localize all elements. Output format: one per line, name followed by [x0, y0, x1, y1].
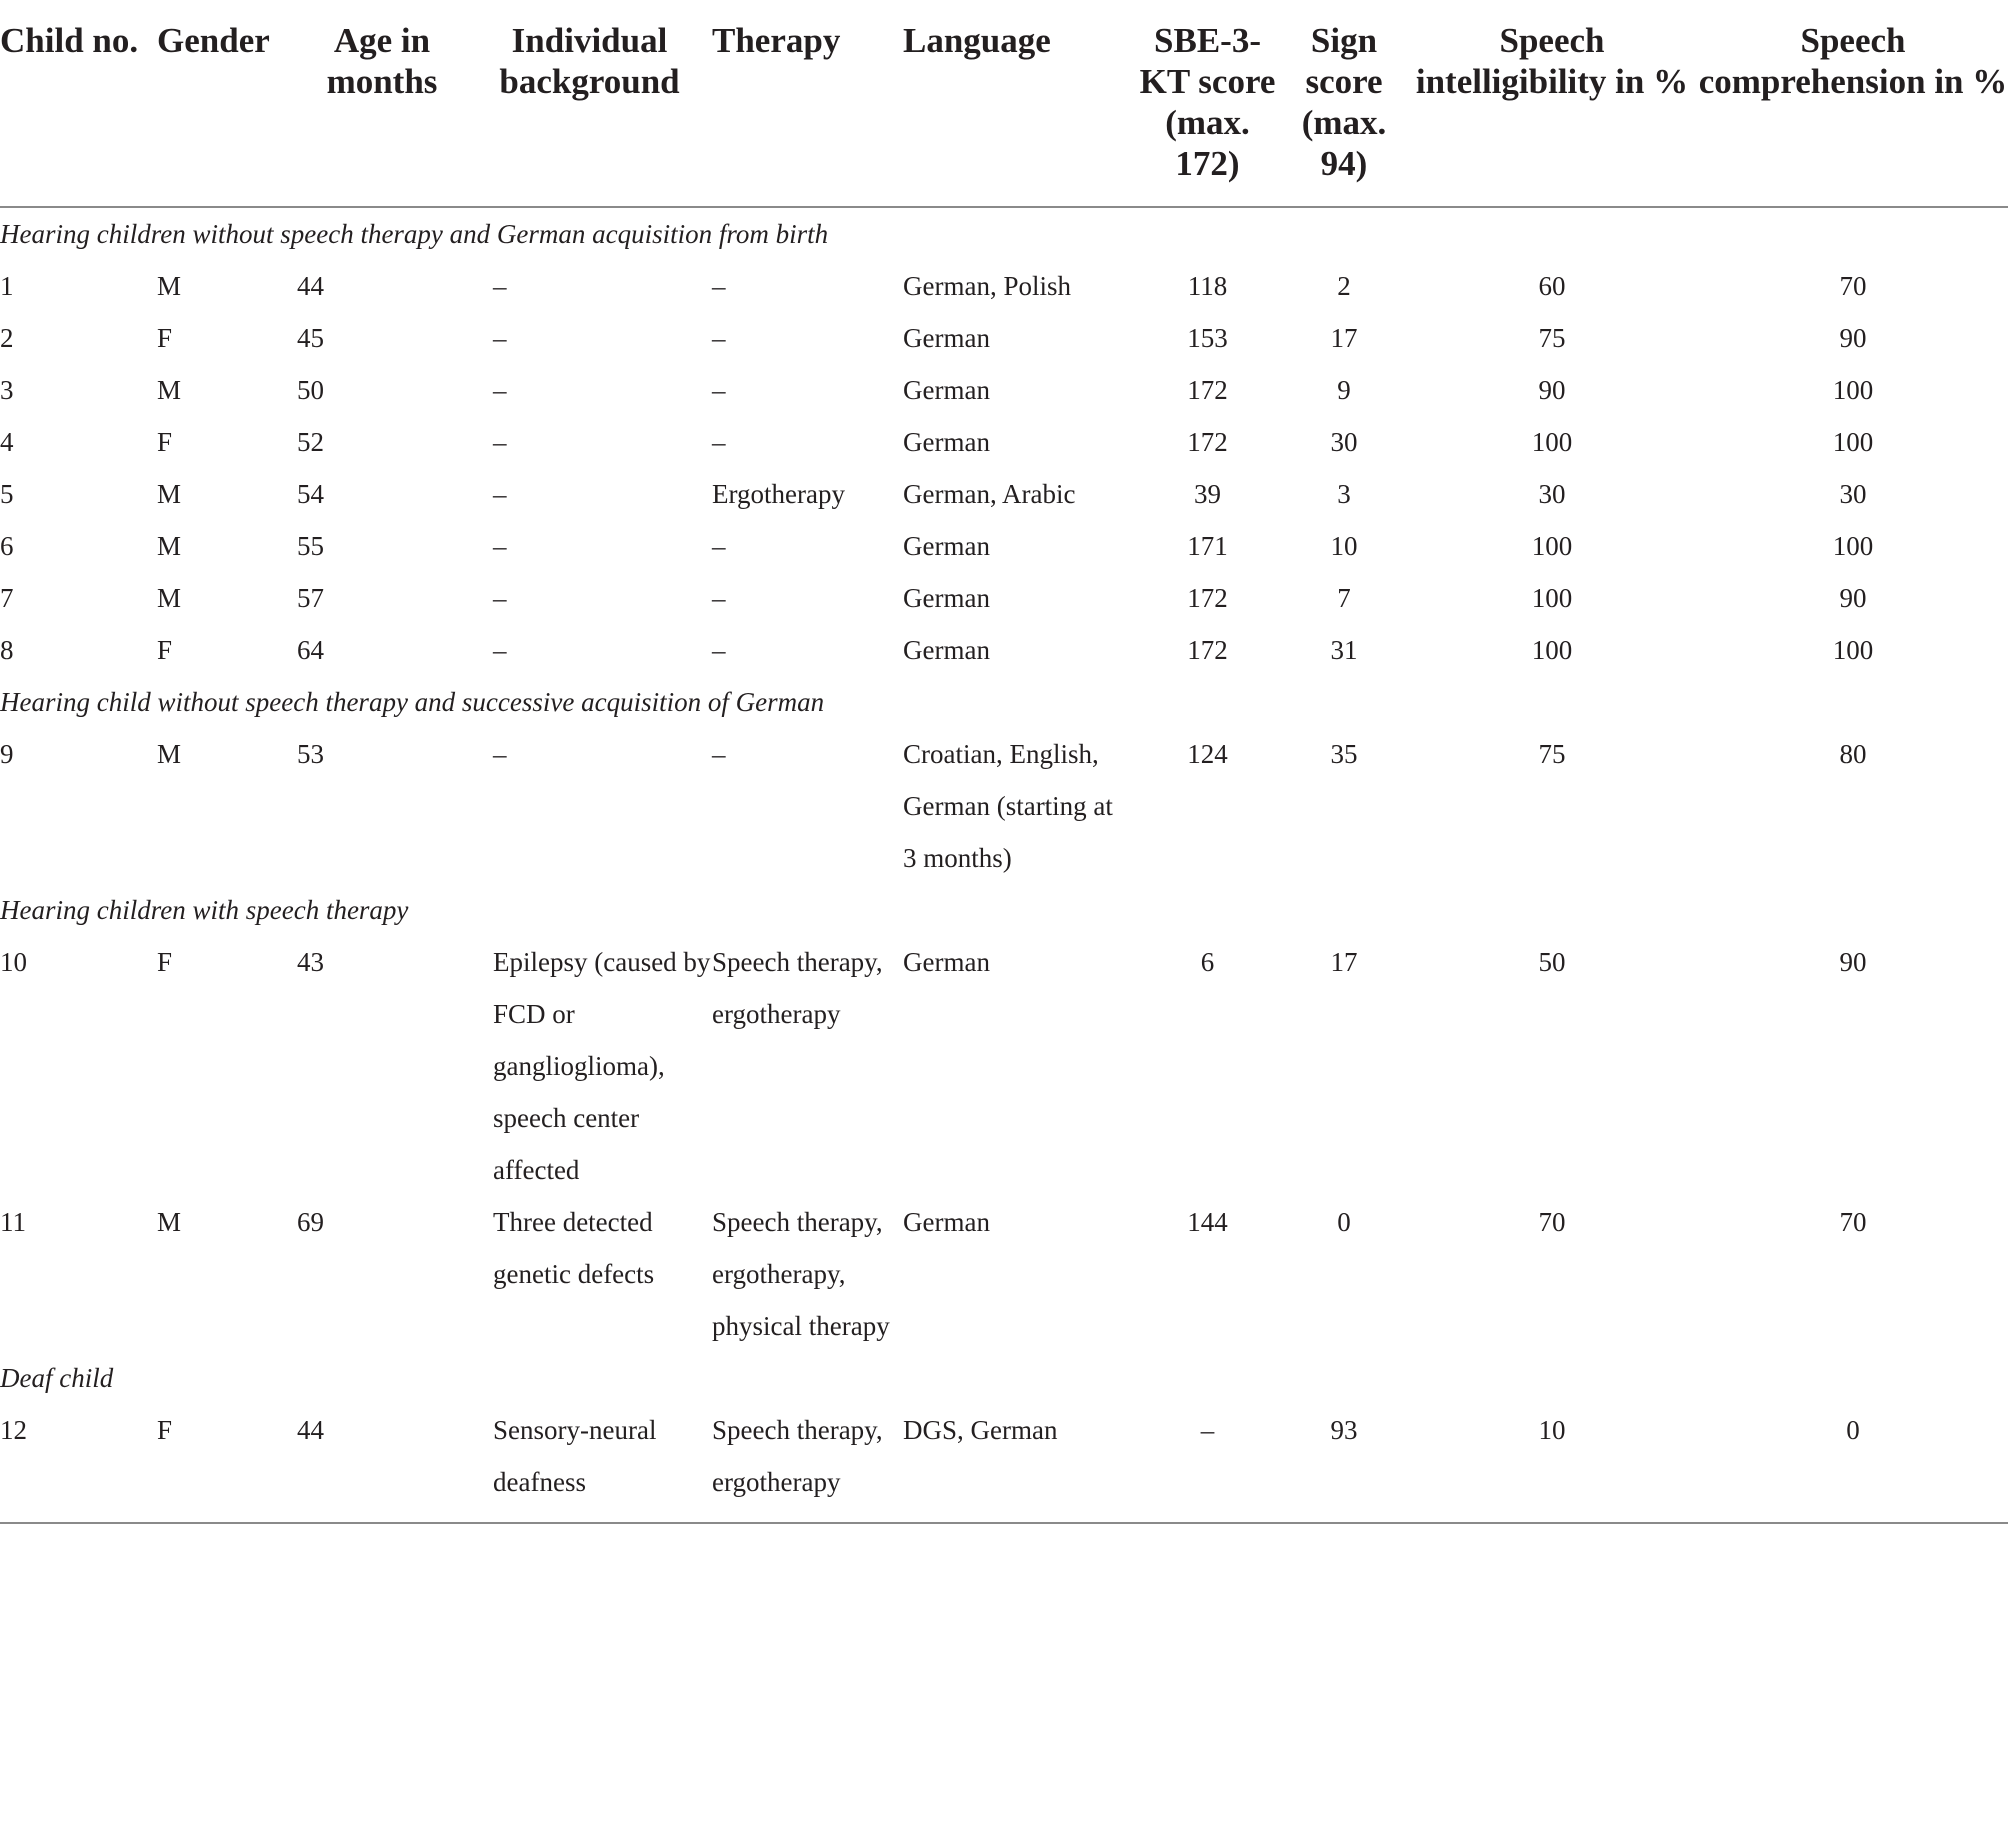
group-heading: Hearing child without speech therapy and successive acquisition of German — [0, 687, 825, 717]
cell-language: German — [903, 583, 990, 613]
cell-comprehension: 100 — [1832, 635, 1874, 665]
cell-comprehension: 90 — [1839, 947, 1867, 977]
cell-sbe-score: 39 — [1194, 479, 1221, 509]
cell-therapy: – — [712, 375, 726, 405]
group-heading: Hearing children with speech therapy — [0, 895, 409, 925]
cell-background: – — [493, 479, 507, 509]
cell-language: German — [903, 531, 990, 561]
cell-sign-score: 35 — [1330, 739, 1358, 769]
table-row — [0, 312, 2008, 364]
header-row — [0, 0, 2008, 207]
table-row — [0, 520, 2008, 572]
cell-age: 54 — [297, 479, 324, 509]
cell-age: 43 — [297, 947, 324, 977]
cell-intelligibility: 100 — [1531, 583, 1573, 613]
table-row — [0, 936, 2008, 1196]
cell-age: 50 — [297, 375, 324, 405]
cell-comprehension: 80 — [1839, 739, 1867, 769]
cell-gender: F — [157, 323, 173, 353]
cell-comprehension: 100 — [1832, 375, 1874, 405]
cell-child-no: 9 — [0, 739, 14, 769]
table-row — [0, 1404, 2008, 1523]
cell-child-no: 3 — [0, 375, 14, 405]
cell-sbe-score: 172 — [1187, 583, 1228, 613]
header-age: Age in months — [297, 0, 467, 207]
cell-age: 57 — [297, 583, 324, 613]
cell-gender: F — [157, 947, 173, 977]
cell-gender: F — [157, 635, 173, 665]
cell-therapy: – — [712, 271, 726, 301]
table-row — [0, 364, 2008, 416]
cell-sbe-score: 172 — [1187, 375, 1228, 405]
header-intelligibility: Speech intelligibility in % — [1406, 0, 1698, 207]
cell-therapy: – — [712, 323, 726, 353]
cell-language: German, Polish — [903, 271, 1071, 301]
cell-age: 64 — [297, 635, 324, 665]
cell-gender: M — [157, 479, 182, 509]
cell-sign-score: 30 — [1330, 427, 1358, 457]
cell-background: – — [493, 375, 507, 405]
cell-comprehension: 90 — [1839, 583, 1867, 613]
cell-child-no: 1 — [0, 271, 14, 301]
cell-gender: F — [157, 1404, 297, 1523]
table-row — [0, 416, 2008, 468]
cell-age: 55 — [297, 531, 324, 561]
cell-gender: M — [157, 1207, 182, 1237]
cell-background: Epilepsy (caused by FCD or ganglioglioma), speech center affected — [493, 947, 711, 1185]
cell-language: German — [903, 375, 990, 405]
group-heading: Deaf child — [0, 1363, 114, 1393]
cell-sign-score: 10 — [1330, 531, 1358, 561]
cell-sign-score: 7 — [1337, 583, 1351, 613]
cell-therapy: – — [712, 583, 726, 613]
cell-background: – — [493, 427, 507, 457]
cell-comprehension: 90 — [1839, 323, 1867, 353]
table-body — [0, 207, 2008, 1523]
cell-therapy: Speech therapy, ergotherapy — [712, 947, 883, 1029]
table-row — [0, 1196, 2008, 1352]
cell-child-no: 10 — [0, 947, 27, 977]
cell-intelligibility: 100 — [1531, 635, 1573, 665]
cell-background: – — [493, 323, 507, 353]
cell-gender: M — [157, 375, 182, 405]
cell-language: German — [903, 947, 990, 977]
table-header — [0, 0, 2008, 207]
cell-child-no: 12 — [0, 1404, 157, 1523]
cell-background: – — [493, 531, 507, 561]
header-language: Language — [903, 0, 1133, 207]
cell-intelligibility: 90 — [1538, 375, 1566, 405]
cell-language: DGS, German — [903, 1404, 1133, 1523]
header-child-no: Child no. — [0, 0, 157, 207]
cell-sbe-score: 153 — [1187, 323, 1228, 353]
cell-age: 52 — [297, 427, 324, 457]
cell-intelligibility: 10 — [1406, 1404, 1698, 1523]
cell-sign-score: 17 — [1330, 947, 1358, 977]
cell-age: 44 — [297, 1404, 467, 1523]
cell-intelligibility: 100 — [1531, 427, 1573, 457]
cell-sign-score: 93 — [1282, 1404, 1406, 1523]
group-heading-row — [0, 207, 2008, 260]
cell-therapy: Speech therapy, ergotherapy — [712, 1404, 903, 1523]
cell-therapy: – — [712, 531, 726, 561]
cell-gender: M — [157, 531, 182, 561]
cell-gender: M — [157, 583, 182, 613]
group-heading-row — [0, 1352, 2008, 1404]
group-heading-row — [0, 884, 2008, 936]
cell-sign-score: 9 — [1337, 375, 1351, 405]
cell-sbe-score: 172 — [1187, 635, 1228, 665]
cell-child-no: 11 — [0, 1207, 26, 1237]
cell-therapy: Ergotherapy — [712, 479, 845, 509]
cell-intelligibility: 60 — [1538, 271, 1566, 301]
header-background: Individual background — [467, 0, 712, 207]
cell-sbe-score: 124 — [1187, 739, 1228, 769]
cell-sign-score: 3 — [1337, 479, 1351, 509]
cell-child-no: 8 — [0, 635, 14, 665]
table-row — [0, 260, 2008, 312]
cell-age: 69 — [297, 1207, 324, 1237]
cell-sbe-score: 118 — [1187, 271, 1228, 301]
cell-intelligibility: 75 — [1538, 739, 1566, 769]
cell-child-no: 4 — [0, 427, 14, 457]
cell-age: 45 — [297, 323, 324, 353]
cell-intelligibility: 50 — [1538, 947, 1566, 977]
cell-sbe-score: 172 — [1187, 427, 1228, 457]
group-heading: Hearing children without speech therapy and German acquisition from birth — [0, 219, 829, 249]
cell-child-no: 6 — [0, 531, 14, 561]
cell-language: Croatian, English, German (starting at 3 months) — [903, 739, 1113, 873]
cell-intelligibility: 75 — [1538, 323, 1566, 353]
cell-background: Sensory-neural deafness — [467, 1404, 712, 1523]
cell-comprehension: 0 — [1698, 1404, 2008, 1523]
cell-sbe-score: 144 — [1187, 1207, 1228, 1237]
cell-language: German — [903, 1207, 990, 1237]
cell-comprehension: 70 — [1839, 271, 1867, 301]
cell-background: – — [493, 635, 507, 665]
cell-child-no: 5 — [0, 479, 14, 509]
cell-comprehension: 100 — [1832, 531, 1874, 561]
cell-gender: F — [157, 427, 173, 457]
cell-age: 44 — [297, 271, 324, 301]
cell-therapy: – — [712, 427, 726, 457]
header-therapy: Therapy — [712, 0, 903, 207]
cell-language: German — [903, 635, 990, 665]
cell-age: 53 — [297, 739, 324, 769]
header-sbe-score: SBE-3-KT score (max. 172) — [1133, 0, 1282, 207]
cell-background: – — [493, 271, 507, 301]
cell-language: German — [903, 427, 990, 457]
cell-sbe-score: 6 — [1200, 947, 1215, 977]
cell-gender: M — [157, 271, 182, 301]
table-row — [0, 624, 2008, 676]
cell-comprehension: 100 — [1832, 427, 1874, 457]
cell-gender: M — [157, 739, 182, 769]
table-row — [0, 572, 2008, 624]
cell-intelligibility: 30 — [1538, 479, 1566, 509]
cell-therapy: – — [712, 635, 726, 665]
header-comprehension: Speech comprehension in % — [1698, 0, 2008, 207]
cell-sign-score: 31 — [1330, 635, 1358, 665]
cell-sign-score: 2 — [1337, 271, 1351, 301]
header-gender: Gender — [157, 0, 297, 207]
cell-sign-score: 0 — [1337, 1207, 1351, 1237]
cell-language: German, Arabic — [903, 479, 1076, 509]
table-row — [0, 728, 2008, 884]
cell-therapy: – — [712, 739, 726, 769]
cell-comprehension: 70 — [1839, 1207, 1867, 1237]
cell-intelligibility: 70 — [1538, 1207, 1566, 1237]
cell-language: German — [903, 323, 990, 353]
cell-background: – — [493, 739, 507, 769]
cell-comprehension: 30 — [1839, 479, 1867, 509]
table-row — [0, 468, 2008, 520]
cell-sign-score: 17 — [1330, 323, 1358, 353]
cell-intelligibility: 100 — [1531, 531, 1573, 561]
cell-background: Three detected genetic defects — [493, 1207, 655, 1289]
group-heading-row — [0, 676, 2008, 728]
cell-therapy: Speech therapy, ergotherapy, physical therapy — [712, 1207, 890, 1341]
cell-sbe-score: 171 — [1187, 531, 1228, 561]
cell-child-no: 2 — [0, 323, 14, 353]
cell-sbe-score: – — [1133, 1404, 1282, 1523]
header-sign-score: Sign score (max. 94) — [1282, 0, 1406, 207]
cell-background: – — [493, 583, 507, 613]
cell-child-no: 7 — [0, 583, 14, 613]
